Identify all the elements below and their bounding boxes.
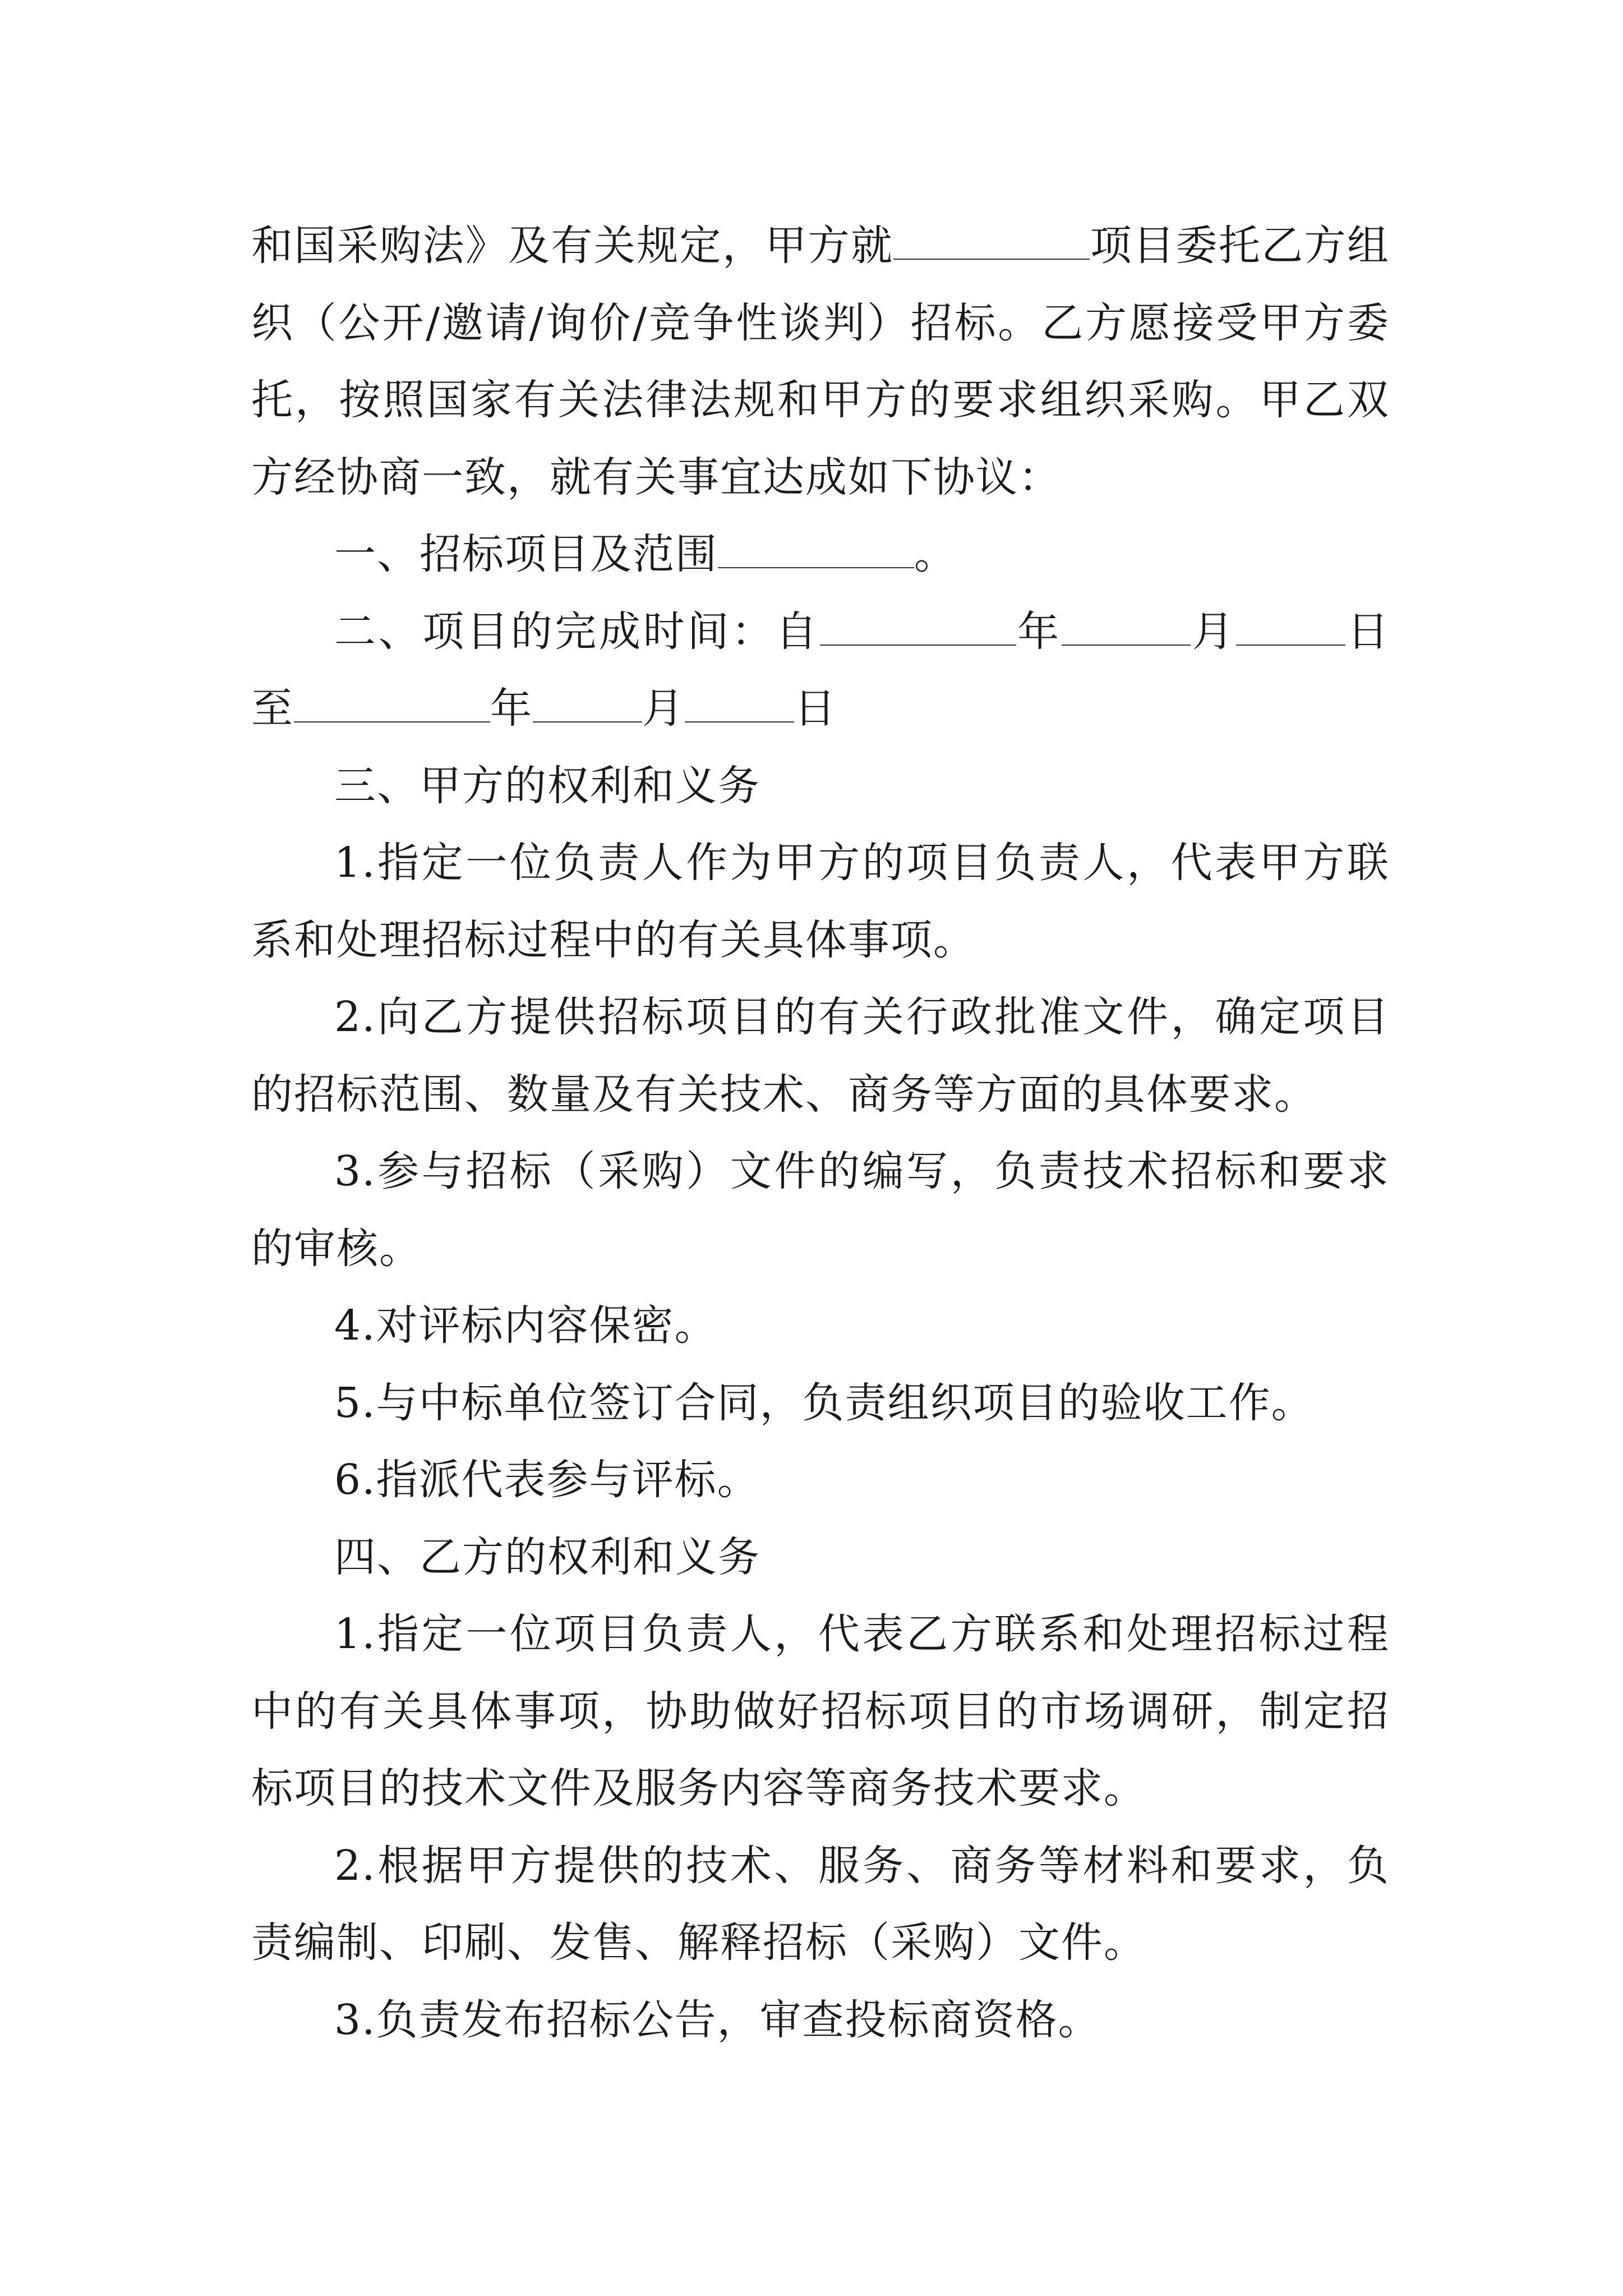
section2-text: 二、项目的完成时间：自 xyxy=(334,607,820,656)
end-month-blank xyxy=(533,688,642,723)
section2-paragraph xyxy=(251,593,1390,748)
section3-item: 3.参与招标（采购）文件的编写，负责技术招标和要求的审核。 xyxy=(251,1147,1390,1273)
end-year-label: 年 xyxy=(490,684,533,733)
scope-blank xyxy=(718,533,914,568)
start-year-blank xyxy=(820,611,1016,646)
section4-heading: 四、乙方的权利和义务 xyxy=(334,1533,760,1581)
end-day-blank xyxy=(685,688,794,723)
section3-item: 6.指派代表参与评标。 xyxy=(334,1456,760,1504)
intro-text-a: 和国采购法》及有关规定，甲方就 xyxy=(251,222,894,270)
intro-text-rest: 组织（公开/邀请/询价/竞争性谈判）招标。乙方愿接受甲方委托，按照国家有关法律法规和甲方的要求组织采购。甲乙双方经协商一致，就有关事宜达成如下协议： xyxy=(251,222,1390,501)
start-month-blank xyxy=(1062,611,1191,646)
intro-text-b: 项目委托乙方 xyxy=(1090,222,1347,270)
section3-item: 4.对评标内容保密。 xyxy=(334,1301,717,1350)
end-year-blank xyxy=(294,688,490,723)
document-body xyxy=(251,208,1390,2059)
section4-item: 1.指定一位项目负责人，代表乙方联系和处理招标过程中的有关具体事项，协助做好招标项目的市场调研，制定招标项目的技术文件及服务内容等商务技术要求。 xyxy=(251,1610,1390,1812)
section1-paragraph xyxy=(251,516,1390,593)
section3-item: 5.与中标单位签订合同，负责组织项目的验收工作。 xyxy=(334,1378,1314,1427)
project-name-blank xyxy=(893,225,1090,260)
intro-paragraph xyxy=(251,208,1390,516)
end-day-label: 日 xyxy=(794,684,837,733)
section4-item: 3.负责发布招标公告，审查投标商资格。 xyxy=(334,1995,1101,2044)
section3-heading: 三、甲方的权利和义务 xyxy=(334,761,760,810)
section1-text: 一、招标项目及范围 xyxy=(334,530,718,578)
section3-item: 2.向乙方提供招标项目的有关行政批准文件，确定项目的招标范围、数量及有关技术、商务等方面的具体要求。 xyxy=(251,993,1390,1119)
start-day-blank xyxy=(1236,611,1345,646)
section1-suffix: 。 xyxy=(914,530,957,578)
section3-item: 1.指定一位负责人作为甲方的项目负责人，代表甲方联系和处理招标过程中的有关具体事项。 xyxy=(251,839,1390,964)
end-month-label: 月 xyxy=(642,684,685,733)
start-year-label: 年 xyxy=(1016,607,1062,656)
start-month-label: 月 xyxy=(1190,607,1237,656)
to-label: 至 xyxy=(251,684,294,733)
start-day-label: 日 xyxy=(1345,607,1390,656)
section4-item: 2.根据甲方提供的技术、服务、商务等材料和要求，负责编制、印刷、发售、解释招标（采购）文件。 xyxy=(251,1841,1390,1967)
